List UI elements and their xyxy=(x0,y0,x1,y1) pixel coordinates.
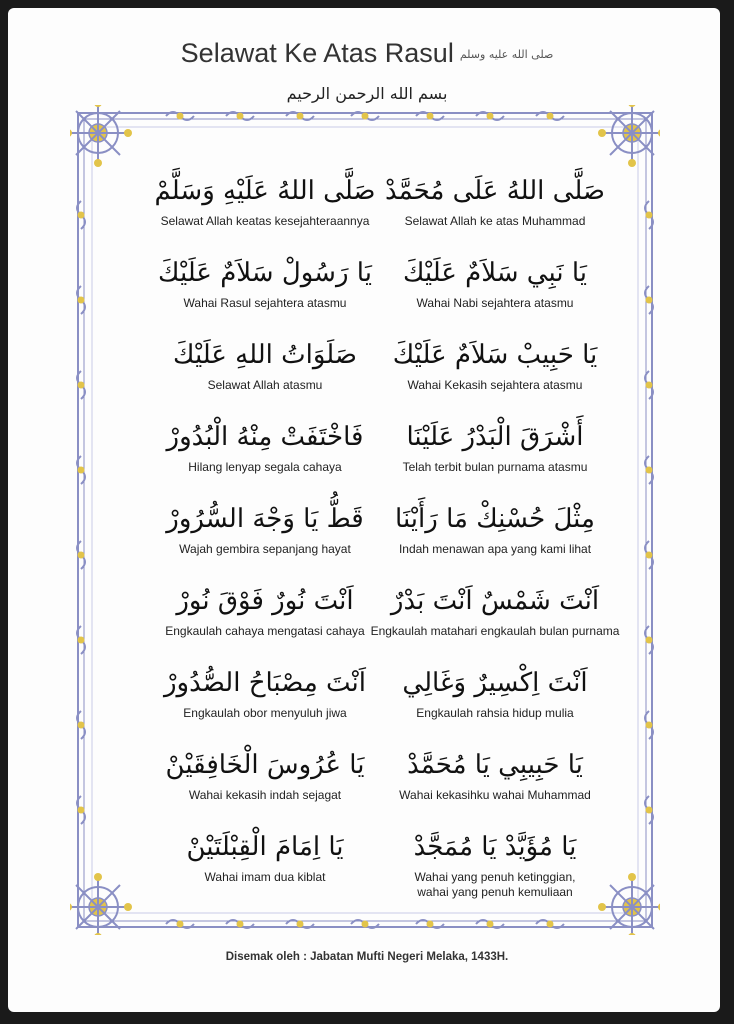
translation-line: Wahai Kekasih sejahtera atasmu xyxy=(407,378,583,392)
footer-credit: Disemak oleh : Jabatan Mufti Negeri Melaka, 1433H. xyxy=(225,951,509,963)
verse-7-left xyxy=(120,664,410,721)
arabic-line: اَنْتَ نُورٌ فَوْقَ نُورْ xyxy=(176,586,354,616)
page-title xyxy=(0,38,734,69)
translation-line: Wahai Nabi sejahtera atasmu xyxy=(416,296,574,310)
basmalah: بسم الله الرحمن الرحيم xyxy=(286,84,448,103)
translation-line: Engkaulah matahari engkaulah bulan purnama xyxy=(370,624,620,638)
translation-line: Wajah gembira sepanjang hayat xyxy=(179,542,351,556)
translation-line: Engkaulah rahsia hidup mulia xyxy=(416,706,574,720)
arabic-line: اَنْتَ اِكْسِيرٌ وَغَالِي xyxy=(402,668,588,698)
verse-3-left xyxy=(120,336,410,393)
arabic-line: أَشْرَقَ الْبَدْرُ عَلَيْنَا xyxy=(406,422,584,452)
translation-line: Wahai Rasul sejahtera atasmu xyxy=(183,296,347,310)
arabic-line: اَنْتَ شَمْسٌ اَنْتَ بَدْرٌ xyxy=(390,586,600,616)
translation-line: Wahai imam dua kiblat xyxy=(204,870,326,884)
arabic-line: يَا عُرُوسَ الْخَافِقَيْنْ xyxy=(165,750,365,780)
translation-line: Indah menawan apa yang kami lihat xyxy=(398,542,592,556)
translation-line: Wahai kekasih indah sejagat xyxy=(188,788,342,802)
translation-line: Engkaulah obor menyuluh jiwa xyxy=(183,706,347,720)
arabic-line: اَنْتَ مِصْبَاحُ الصُّدُورْ xyxy=(164,668,366,698)
translation-line: Selawat Allah ke atas Muhammad xyxy=(404,214,586,228)
verse-1-left xyxy=(120,172,410,229)
translation-line: Engkaulah cahaya mengatasi cahaya xyxy=(165,624,365,638)
verse-4-left xyxy=(120,418,410,475)
verse-9-left xyxy=(120,828,410,885)
arabic-line: يَا اِمَامَ الْقِبْلَتَيْنْ xyxy=(186,832,344,862)
arabic-line: صَلَّى اللهُ عَلَى مُحَمَّدْ xyxy=(384,176,606,206)
arabic-line: يَا رَسُولْ سَلاَمٌ عَلَيْكَ xyxy=(158,258,372,288)
arabic-line: صَلَّى اللهُ عَلَيْهِ وَسَلَّمْ xyxy=(154,176,376,206)
translation-line: Wahai yang penuh ketinggian, xyxy=(414,870,576,884)
arabic-line: صَلَوَاتُ اللهِ عَلَيْكَ xyxy=(173,340,357,370)
translation-line: Wahai kekasihku wahai Muhammad xyxy=(399,788,591,802)
translation-line-2: wahai yang penuh kemuliaan xyxy=(417,885,573,899)
arabic-line: فَاخْتَفَتْ مِنْهُ الْبُدُورْ xyxy=(166,422,364,452)
translation-line: Selawat Allah keatas kesejahteraannya xyxy=(160,214,370,228)
arabic-line: قَطُّ يَا وَجْهَ السُّرُورْ xyxy=(166,504,364,534)
translation-line: Selawat Allah atasmu xyxy=(207,378,323,392)
arabic-line: يَا نَبِي سَلاَمٌ عَلَيْكَ xyxy=(403,258,587,288)
title-text: Selawat Ke Atas Rasul xyxy=(180,38,454,68)
verse-5-left xyxy=(120,500,410,557)
translation-line: Telah terbit bulan purnama atasmu xyxy=(402,460,588,474)
verse-2-left xyxy=(120,254,410,311)
arabic-line: يَا مُؤَيَّدْ يَا مُمَجَّدْ xyxy=(413,832,577,862)
verse-8-left xyxy=(120,746,410,803)
arabic-line: يَا حَبِيبِي يَا مُحَمَّدْ xyxy=(407,750,583,780)
arabic-line: مِثْلَ حُسْنِكْ مَا رَأَيْنَا xyxy=(395,504,595,534)
arabic-line: يَا حَبِيبْ سَلاَمٌ عَلَيْكَ xyxy=(392,340,598,370)
title-honorific: صلى الله عليه وسلم xyxy=(459,48,554,62)
verse-6-left xyxy=(120,582,410,639)
translation-line: Hilang lenyap segala cahaya xyxy=(188,460,342,474)
